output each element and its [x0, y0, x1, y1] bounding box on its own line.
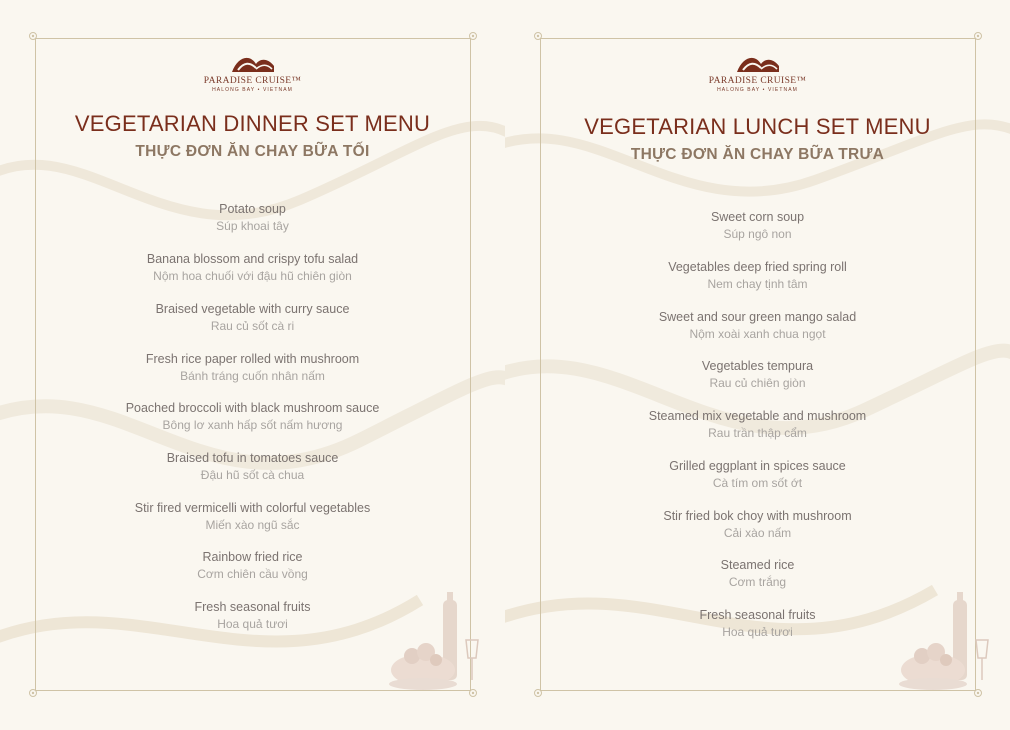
dish-name-en: Braised tofu in tomatoes sauce — [166, 451, 339, 465]
menu-subtitle: THỰC ĐƠN ĂN CHAY BỮA TỐI — [135, 143, 370, 160]
dish-name-vi: Rau trần thập cẩm — [708, 426, 807, 440]
dish-name-vi: Rau củ sốt cà ri — [210, 319, 295, 333]
dish-item — [505, 458, 1010, 492]
wave-logo-icon — [230, 52, 276, 74]
dish-name-en: Stir fired vermicelli with colorful vegetables — [134, 501, 371, 515]
still-life-illustration — [898, 590, 998, 695]
dish-item — [505, 508, 1010, 542]
lunch-menu-page — [505, 0, 1010, 730]
dish-name-vi: Hoa quả tươi — [217, 617, 288, 631]
dish-name-en: Fresh seasonal fruits — [194, 600, 311, 614]
menu-title: VEGETARIAN DINNER SET MENU — [74, 111, 431, 136]
dish-name-en: Sweet and sour green mango salad — [658, 310, 857, 324]
dish-name-en: Poached broccoli with black mushroom sauce — [125, 401, 380, 415]
brand-tagline: HALONG BAY • VIETNAM — [212, 87, 293, 93]
dish-item — [0, 251, 505, 285]
dish-name-vi: Cà tím om sốt ớt — [712, 476, 803, 490]
dish-item — [0, 500, 505, 534]
menu-title: VEGETARIAN LUNCH SET MENU — [584, 114, 931, 139]
dish-name-en: Steamed rice — [720, 558, 795, 572]
menu-subtitle: THỰC ĐƠN ĂN CHAY BỮA TRƯA — [630, 146, 885, 163]
dish-name-vi: Cơm trắng — [728, 575, 787, 589]
dish-name-en: Braised vegetable with curry sauce — [155, 302, 350, 316]
dish-name-en: Grilled eggplant in spices sauce — [669, 459, 846, 473]
dish-name-en: Fresh rice paper rolled with mushroom — [145, 352, 360, 366]
corner-ornament — [531, 29, 545, 43]
dish-name-en: Rainbow fried rice — [202, 550, 303, 564]
dish-name-vi: Nộm xoài xanh chua ngọt — [689, 327, 826, 341]
dish-item — [0, 400, 505, 434]
corner-ornament — [531, 686, 545, 700]
paradise-cruise-logo — [0, 52, 505, 93]
dish-item — [505, 209, 1010, 243]
dish-name-vi: Nem chay tịnh tâm — [707, 277, 808, 291]
brand-name: PARADISE CRUISE™ — [203, 76, 302, 86]
dish-item — [505, 358, 1010, 392]
dish-name-en: Steamed mix vegetable and mushroom — [648, 409, 867, 423]
dish-item — [0, 450, 505, 484]
dish-name-en: Fresh seasonal fruits — [699, 608, 816, 622]
dish-name-vi: Miến xào ngũ sắc — [205, 518, 300, 532]
dish-item — [505, 259, 1010, 293]
dish-name-vi: Đậu hũ sốt cà chua — [200, 468, 305, 482]
dish-item — [0, 549, 505, 583]
dish-name-vi: Cơm chiên cầu vồng — [197, 567, 308, 581]
dish-name-vi: Bông lơ xanh hấp sốt nấm hương — [162, 418, 343, 432]
corner-ornament — [971, 29, 985, 43]
dish-name-en: Vegetables tempura — [701, 359, 814, 373]
dish-name-en: Banana blossom and crispy tofu salad — [146, 252, 359, 266]
brand-tagline: HALONG BAY • VIETNAM — [717, 87, 798, 93]
dish-name-en: Stir fried bok choy with mushroom — [663, 509, 852, 523]
dish-name-vi: Bánh tráng cuốn nhân nấm — [180, 369, 325, 383]
dish-name-vi: Súp khoai tây — [216, 219, 289, 233]
corner-ornament — [466, 29, 480, 43]
dish-item — [0, 201, 505, 235]
dish-name-vi: Súp ngô non — [723, 227, 792, 241]
dish-name-vi: Hoa quả tươi — [722, 625, 793, 639]
dish-item — [505, 408, 1010, 442]
dish-name-vi: Rau củ chiên giòn — [709, 376, 806, 390]
still-life-illustration — [388, 590, 488, 695]
dish-item — [0, 351, 505, 385]
dish-name-en: Sweet corn soup — [710, 210, 805, 224]
dish-name-en: Vegetables deep fried spring roll — [668, 260, 847, 274]
corner-ornament — [26, 29, 40, 43]
wave-logo-icon — [735, 52, 781, 74]
dish-name-vi: Nộm hoa chuối với đậu hũ chiên giòn — [153, 269, 352, 283]
paradise-cruise-logo — [505, 52, 1010, 93]
corner-ornament — [26, 686, 40, 700]
dish-name-vi: Cải xào nấm — [723, 526, 792, 540]
brand-name: PARADISE CRUISE™ — [708, 76, 807, 86]
dish-item — [505, 557, 1010, 591]
dish-name-en: Potato soup — [219, 202, 286, 216]
dish-item — [0, 301, 505, 335]
dish-item — [505, 309, 1010, 343]
